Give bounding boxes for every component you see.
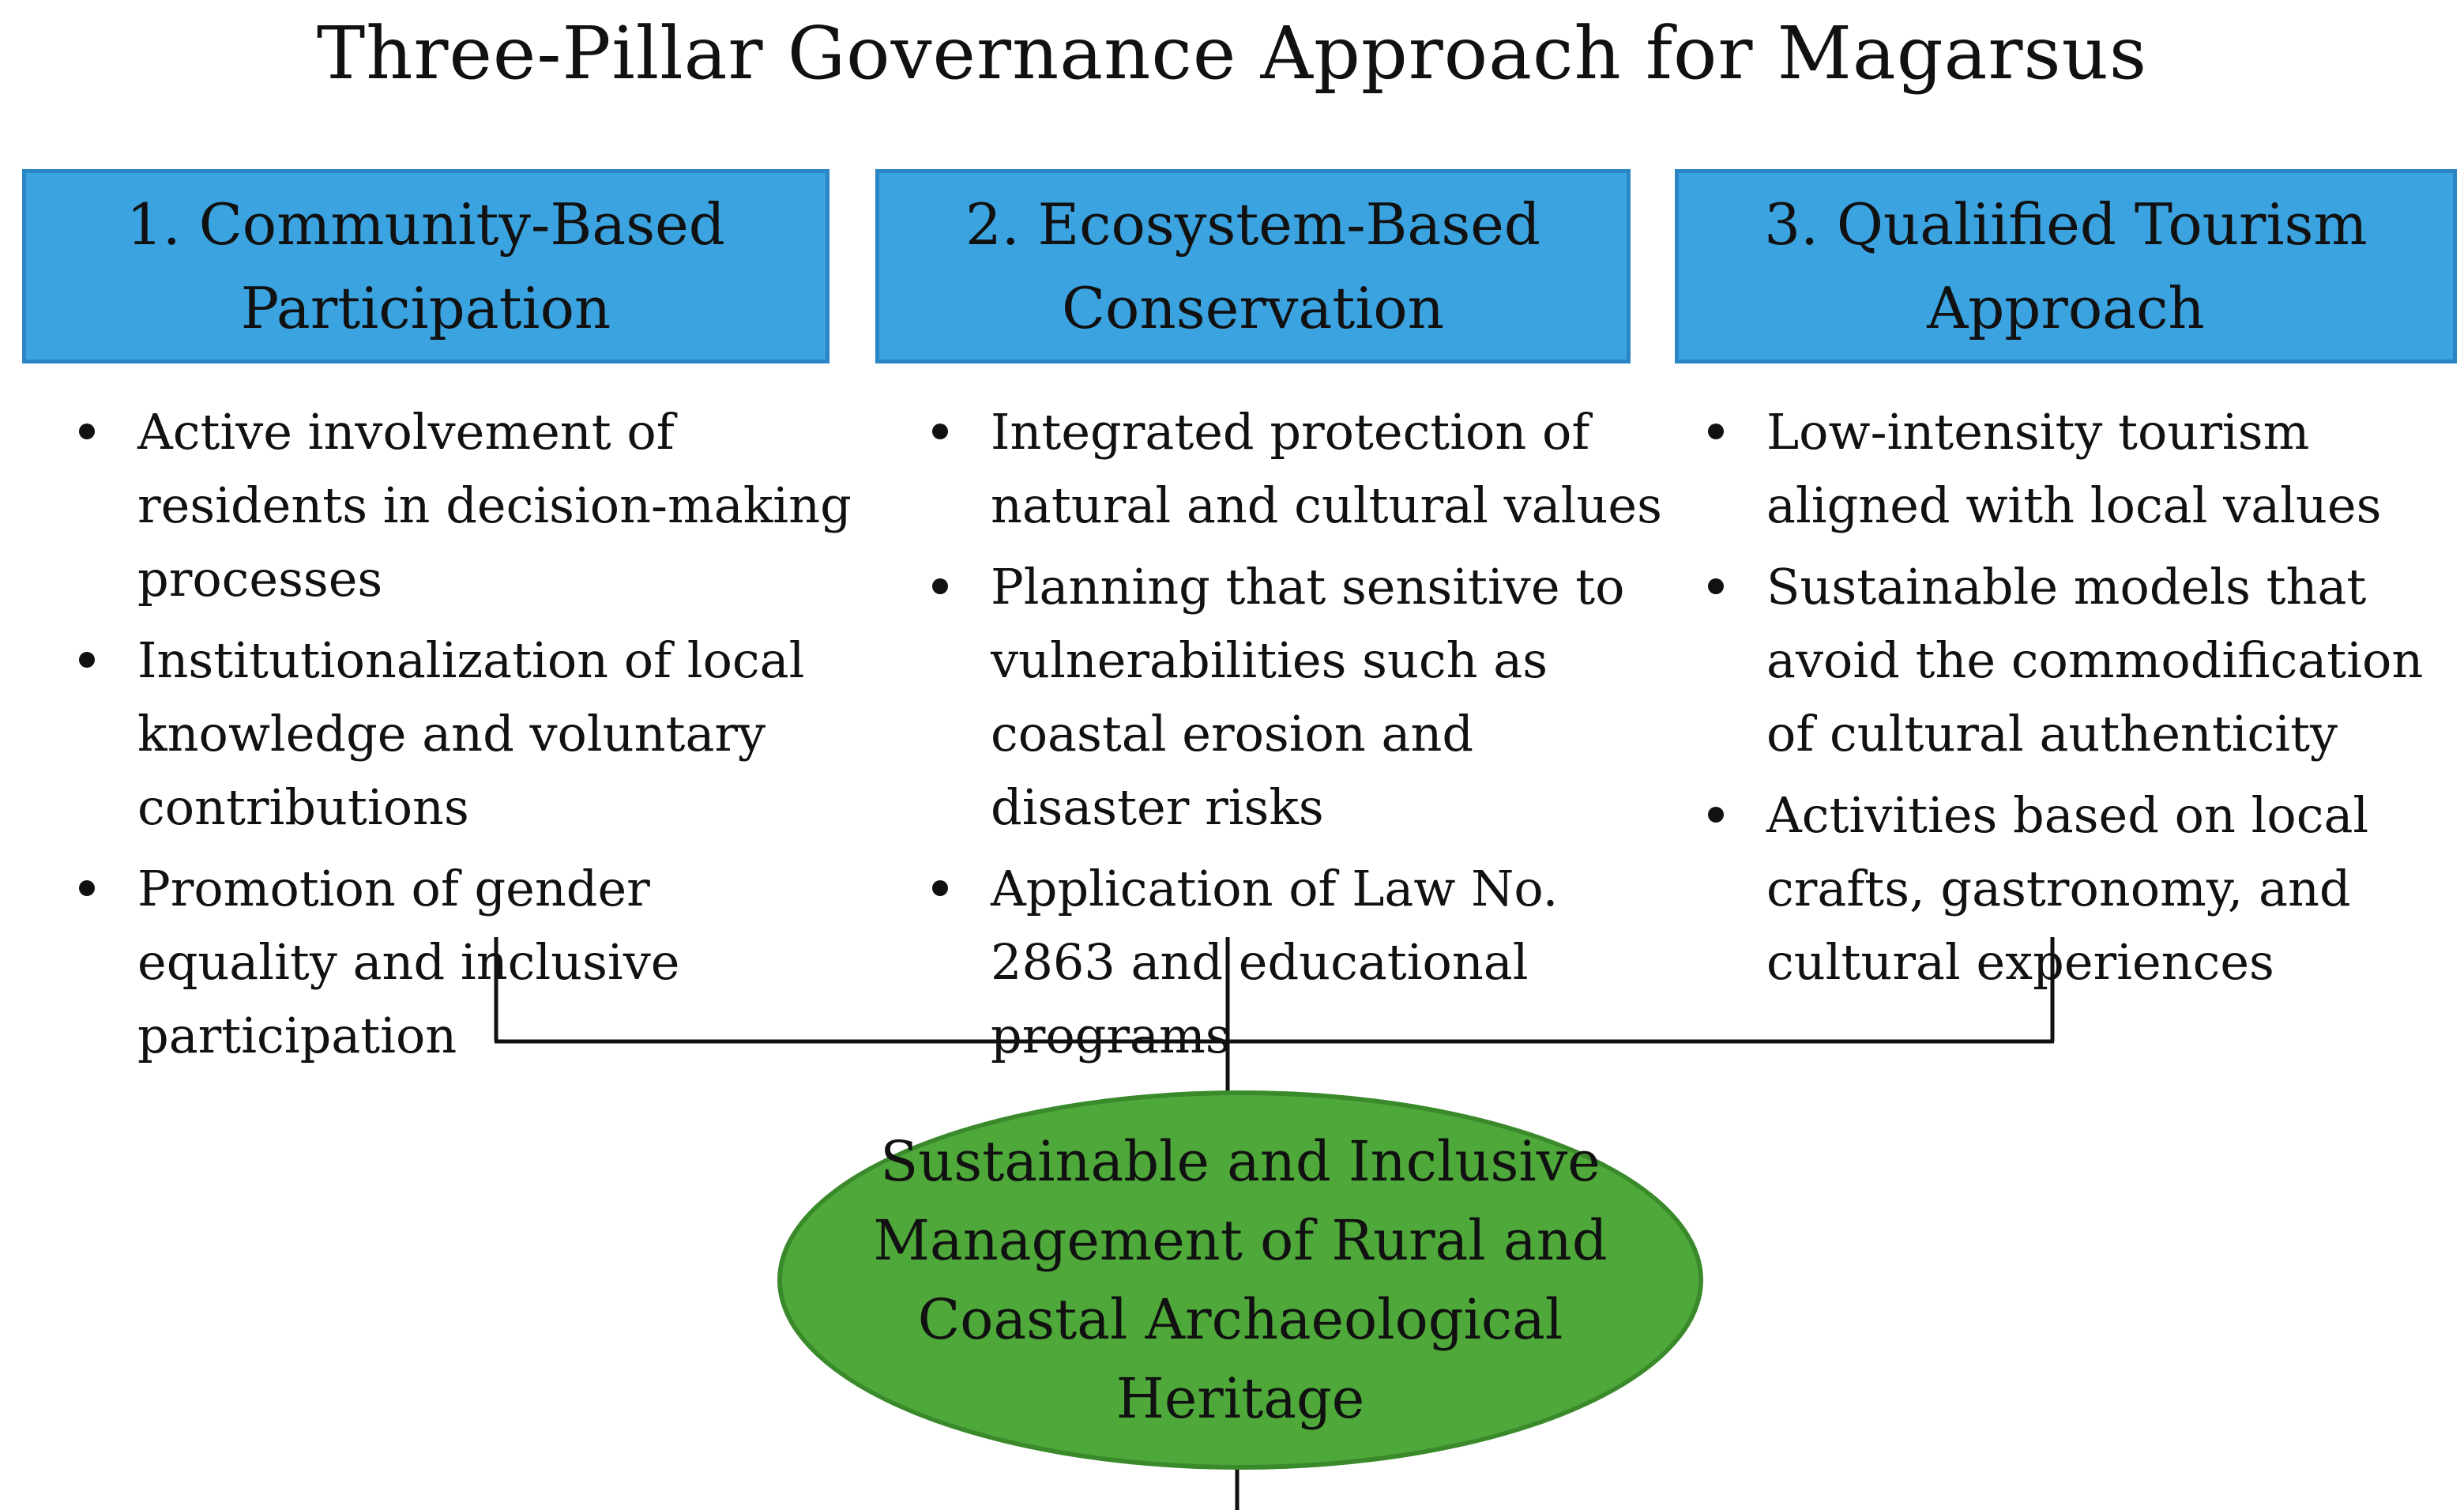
diagram-title: Three-Pillar Governance Approach for Magarsus (316, 11, 2148, 96)
bullet-text: Integrated protection of natural and cultural values (991, 403, 1662, 534)
outcome-ellipse: Sustainable and Inclusive Management of Rural and Coastal Archaeological Heritage (777, 1090, 1703, 1470)
bullet-text: Activities based on local crafts, gastronomy, and cultural experiences (1766, 786, 2369, 991)
bullet-text: Institutionalization of local knowledge and voluntary contributions (137, 631, 805, 836)
bullet-text: Planning that sensitive to vulnerabilities such as coastal erosion and disaster risks (991, 558, 1625, 836)
bullet-text: Sustainable models that avoid the commodification of cultural authenticity (1766, 558, 2424, 763)
pillar-3-header: 3. Qualiified Tourism Approach (1675, 169, 2457, 363)
bullet-text: Low-intensity tourism aligned with local values (1766, 403, 2382, 534)
bullet-text: Active involvement of residents in decision-making processes (137, 403, 852, 608)
bullet-text: Promotion of gender equality and inclusive participation (137, 860, 680, 1064)
bullet-text: Application of Law No. 2863 and educational programs (991, 860, 1559, 1064)
pillar-1-header: 1. Community-Based Participation (22, 169, 829, 363)
pillar-2-header: 2. Ecosystem-Based Conservation (875, 169, 1631, 363)
